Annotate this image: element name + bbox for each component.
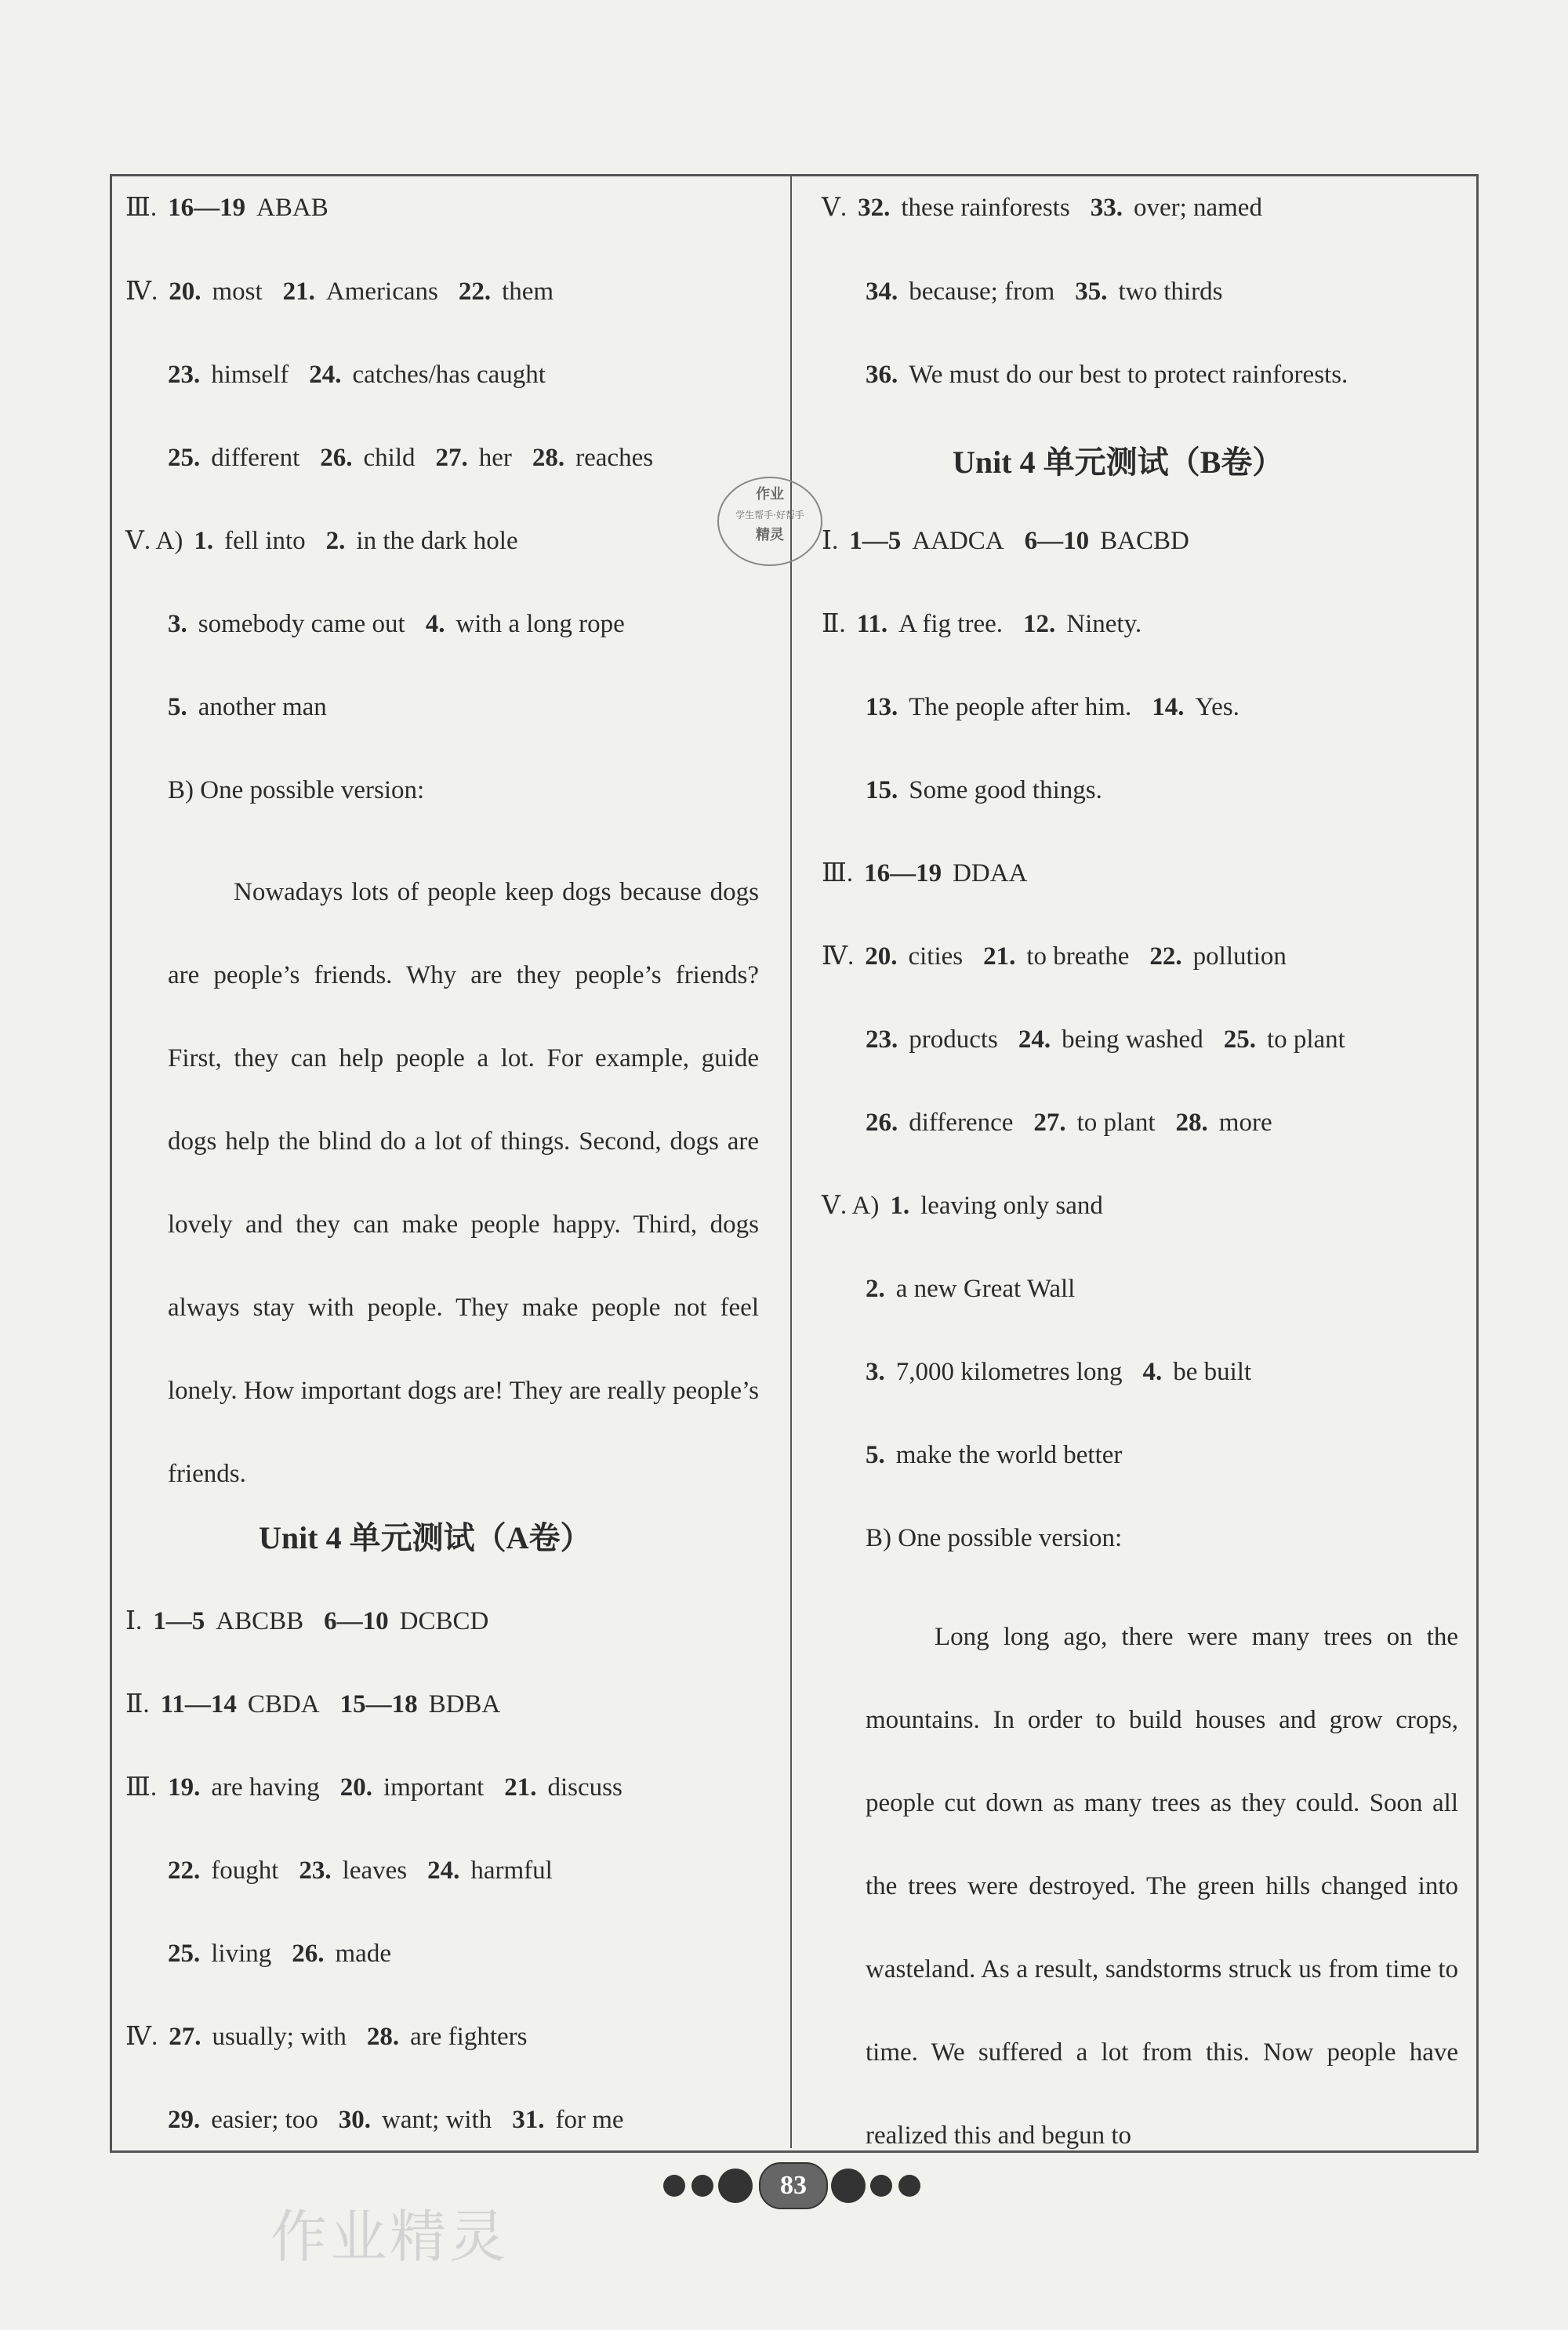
question-number: 21. [282, 278, 315, 306]
answer-text: important [383, 1773, 485, 1802]
dot-icon [663, 2175, 685, 2197]
answer-text: leaving only sand [920, 1192, 1103, 1220]
heading-unit4-b: Unit 4 单元测试（B卷） [953, 445, 1284, 480]
answer-text: The people after him. [909, 693, 1132, 721]
section-marker: Ⅱ. [125, 1690, 150, 1718]
answer-text: made [335, 1940, 391, 1968]
question-number: 26. [866, 1109, 898, 1137]
question-number: 19. [168, 1773, 201, 1802]
question-number: 1—5 [849, 527, 902, 555]
answer-line [822, 525, 1210, 557]
heading-unit4-a: Unit 4 单元测试（A卷） [259, 1520, 592, 1555]
question-number: 36. [866, 361, 898, 389]
answer-text: BDBA [428, 1690, 501, 1718]
dot-icon [691, 2175, 713, 2197]
section-marker: Ⅲ. [125, 194, 158, 222]
answer-text: most [212, 278, 263, 306]
section-marker: Ⅳ. [125, 2023, 158, 2051]
answer-text: these rainforests [901, 194, 1070, 222]
answer-text: be built [1173, 1358, 1252, 1386]
question-number: 28. [532, 444, 565, 472]
answer-line [168, 1938, 412, 1969]
question-number: 20. [339, 1773, 372, 1802]
question-number: 23. [866, 1025, 898, 1054]
answer-line [125, 525, 539, 557]
answer-text: 7,000 kilometres long [895, 1358, 1123, 1386]
answer-text: somebody came out [198, 610, 405, 638]
answer-text: catches/has caught [352, 361, 546, 389]
answer-line [866, 276, 1243, 307]
question-number: 5. [168, 693, 187, 721]
question-number: 27. [435, 444, 468, 472]
page-number: 83 [759, 2162, 828, 2209]
page-number-badge [659, 2162, 925, 2209]
question-number: 25. [168, 1940, 201, 1968]
question-number: 6—10 [1024, 527, 1090, 555]
section-marker: Ⅳ. [125, 278, 158, 306]
answer-text: AADCA [912, 527, 1004, 555]
answer-text: products [909, 1025, 998, 1054]
left-essay: Nowadays lots of people keep dogs because dogs are people’s friends. Why are they people’s friends? First, they can help people a lot. For example, guide dogs help the blind do a lot of things. Second, dogs are lovely and they can make people happy. Third, dogs always stay with people. They make people not feel lonely. How important dogs are! They are really people’s friends. [168, 878, 759, 1488]
section-marker: Ⅰ. [822, 527, 839, 555]
section-marker: Ⅴ. [822, 194, 848, 222]
answer-text: fought [211, 1856, 279, 1885]
answer-text: usually; with [212, 2023, 347, 2051]
question-number: 33. [1090, 194, 1123, 222]
question-number: 28. [1175, 1109, 1208, 1137]
answer-text: want; with [382, 2106, 492, 2134]
question-number: 24. [309, 361, 342, 389]
answer-text: pollution [1192, 942, 1287, 971]
question-number: 22. [1149, 942, 1182, 971]
answer-text: being washed [1062, 1025, 1203, 1054]
answer-text: fell into [224, 527, 306, 555]
answer-line [866, 359, 1368, 390]
answer-text: leaves [342, 1856, 408, 1885]
answer-text: living [211, 1940, 272, 1968]
question-number: 29. [168, 2106, 201, 2134]
question-number: 21. [504, 1773, 537, 1802]
answer-text: because; from [909, 278, 1055, 306]
answer-line [866, 775, 1123, 806]
question-number: 3. [866, 1358, 885, 1386]
answer-line [822, 941, 1307, 972]
question-number: 1—5 [153, 1607, 205, 1635]
answer-text: difference [909, 1109, 1014, 1137]
answer-text: in the dark hole [356, 527, 518, 555]
answer-text: a new Great Wall [895, 1275, 1076, 1303]
answer-line [125, 1772, 643, 1803]
answer-text: B) One possible version: [866, 1524, 1123, 1552]
section-marker: Ⅴ. A) [822, 1192, 880, 1220]
answer-text: for me [555, 2106, 624, 2134]
answer-text: her [478, 444, 512, 472]
question-number: 35. [1075, 278, 1108, 306]
answer-line [125, 1689, 521, 1720]
question-number: 12. [1023, 610, 1056, 638]
section-marker: Ⅴ. A) [125, 527, 183, 555]
answer-text: harmful [470, 1856, 553, 1885]
question-number: 15—18 [339, 1690, 418, 1718]
answer-text: with a long rope [456, 610, 625, 638]
answer-line [168, 1855, 573, 1886]
question-number: 20. [865, 942, 898, 971]
question-number: 20. [169, 278, 201, 306]
answer-line [822, 192, 1283, 223]
answer-line [866, 1356, 1272, 1388]
right-essay: Long long ago, there were many trees on the mountains. In order to build houses and grow crops, people cut down as many trees as they could. Soon all the trees were destroyed. The green hills changed into wasteland. As a result, sandstorms struck us from time to time. We suffered a lot from this. Now people have realized this and begun to [866, 1623, 1458, 2150]
answer-line [168, 442, 673, 474]
question-number: 27. [1033, 1109, 1066, 1137]
question-number: 4. [425, 610, 445, 638]
question-number: 22. [458, 278, 492, 306]
question-number: 16—19 [168, 194, 246, 222]
answer-text: ABAB [256, 194, 328, 222]
answer-text: ABCBB [216, 1607, 304, 1635]
question-number: 11. [856, 610, 888, 638]
answer-line [866, 1439, 1142, 1471]
dot-icon [898, 2175, 920, 2197]
dot-icon [870, 2175, 892, 2197]
question-number: 30. [338, 2106, 372, 2134]
answer-text: discuss [547, 1773, 622, 1802]
question-number: 23. [299, 1856, 332, 1885]
answer-line [866, 691, 1260, 723]
answer-line [125, 2021, 547, 2052]
answer-line [125, 192, 349, 223]
seal-stamp: 作业 学生帮手·好帮手 精灵 [717, 477, 822, 566]
answer-line [866, 1024, 1366, 1055]
answer-text: Yes. [1195, 693, 1240, 721]
question-number: 34. [866, 278, 898, 306]
answer-text: over; named [1133, 194, 1262, 222]
answer-line [822, 608, 1162, 640]
question-number: 3. [168, 610, 187, 638]
question-number: 31. [512, 2106, 545, 2134]
answer-text: CBDA [247, 1690, 320, 1718]
question-number: 25. [1223, 1025, 1256, 1054]
answer-text: two thirds [1118, 278, 1223, 306]
question-number: 1. [890, 1192, 910, 1220]
answer-text: are fighters [410, 2023, 528, 2051]
answer-text: to plant [1266, 1025, 1345, 1054]
answer-text: BACBD [1100, 527, 1189, 555]
question-number: 24. [427, 1856, 460, 1885]
answer-text: child [363, 444, 416, 472]
answer-line [822, 858, 1047, 889]
answer-line [168, 691, 347, 723]
question-number: 16—19 [864, 859, 942, 887]
question-number: 21. [983, 942, 1016, 971]
answer-text: reaches [575, 444, 654, 472]
dot-icon [718, 2168, 753, 2203]
question-number: 26. [292, 1940, 325, 1968]
answer-text: We must do our best to protect rainforests. [909, 361, 1348, 389]
section-marker: Ⅰ. [125, 1607, 143, 1635]
question-number: 11—14 [160, 1690, 237, 1718]
question-number: 28. [366, 2023, 400, 2051]
answer-text: different [211, 444, 300, 472]
column-divider [790, 174, 792, 2148]
answer-line [866, 1107, 1293, 1138]
answer-line [125, 1606, 509, 1637]
question-number: 26. [320, 444, 353, 472]
answer-line [822, 1190, 1123, 1221]
question-number: 4. [1142, 1358, 1163, 1386]
answer-line [866, 1522, 1142, 1554]
answer-text: DCBCD [399, 1607, 489, 1635]
question-number: 6—10 [324, 1607, 389, 1635]
watermark: 作业精灵 [270, 2204, 510, 2270]
answer-text: A fig tree. [898, 610, 1003, 638]
answer-text: are having [211, 1773, 320, 1802]
question-number: 32. [858, 194, 891, 222]
question-number: 22. [168, 1856, 201, 1885]
question-number: 23. [168, 361, 201, 389]
answer-text: cities [908, 942, 964, 971]
answer-line [168, 608, 645, 640]
answer-text: Ninety. [1066, 610, 1142, 638]
question-number: 25. [168, 444, 201, 472]
answer-text: himself [211, 361, 289, 389]
answer-text: to breathe [1026, 942, 1130, 971]
answer-line [125, 276, 574, 307]
question-number: 27. [169, 2023, 201, 2051]
section-marker: Ⅳ. [822, 942, 855, 971]
question-number: 1. [194, 527, 214, 555]
question-number: 15. [866, 776, 898, 804]
answer-text: more [1218, 1109, 1272, 1137]
question-number: 5. [866, 1441, 885, 1469]
answer-text: easier; too [211, 2106, 318, 2134]
answer-line [866, 1273, 1095, 1305]
question-number: 2. [866, 1275, 885, 1303]
section-marker: Ⅲ. [822, 859, 854, 887]
question-number: 2. [325, 527, 346, 555]
answer-text: them [502, 278, 554, 306]
answer-line [168, 2104, 644, 2136]
answer-text: Some good things. [909, 776, 1102, 804]
section-marker: Ⅱ. [822, 610, 846, 638]
section-marker: Ⅲ. [125, 1773, 158, 1802]
answer-text: Americans [325, 278, 438, 306]
answer-text: to plant [1076, 1109, 1156, 1137]
answer-line [168, 359, 566, 390]
answer-line [168, 775, 445, 806]
answer-text: another man [198, 693, 327, 721]
question-number: 24. [1018, 1025, 1051, 1054]
answer-text: make the world better [895, 1441, 1123, 1469]
dot-icon [831, 2168, 866, 2203]
question-number: 14. [1152, 693, 1185, 721]
answer-text: DDAA [953, 859, 1028, 887]
question-number: 13. [866, 693, 898, 721]
answer-text: B) One possible version: [168, 776, 425, 804]
